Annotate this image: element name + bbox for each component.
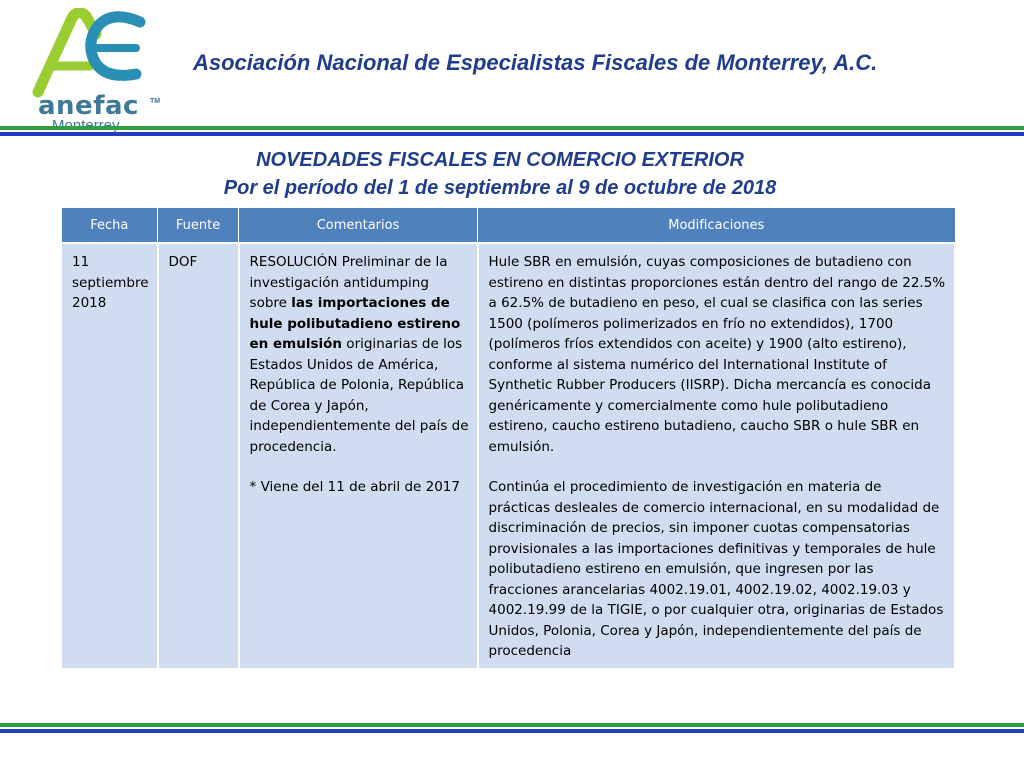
slide-subheading: Por el período del 1 de septiembre al 9 de octubre de 2018 xyxy=(223,177,777,199)
association-title: Asociación Nacional de Especialistas Fiscales de Monterrey, A.C. xyxy=(193,50,878,75)
column-header-modificaciones: Modificaciones xyxy=(478,208,955,244)
table-row xyxy=(61,243,955,669)
cell-comentarios xyxy=(239,243,478,669)
top-blue-rule xyxy=(0,132,1024,136)
fuente-text: DOF xyxy=(168,254,198,270)
comentarios-intro: RESOLUCIÓN Preliminar de la investigación antidumping sobre xyxy=(249,254,448,311)
paragraph-gap xyxy=(250,457,469,477)
cell-fecha xyxy=(61,243,158,669)
fecha-text: 11 septiembre 2018 xyxy=(72,254,149,311)
bottom-blue-rule xyxy=(0,729,1024,733)
cell-fuente xyxy=(158,243,239,669)
logo-wordmark: anefac xyxy=(38,91,139,121)
comentarios-text xyxy=(250,252,469,457)
top-green-rule xyxy=(0,126,1024,130)
slide-heading: NOVEDADES FISCALES EN COMERCIO EXTERIOR xyxy=(256,149,744,171)
cell-modificaciones xyxy=(478,243,955,669)
column-header-fecha: Fecha xyxy=(61,208,158,244)
paragraph-gap xyxy=(489,457,946,477)
comentarios-rest: originarias de los Estados Unidos de América, República de Polonia, República de Corea y Japón, independientemente del país de procedencia. xyxy=(249,336,469,455)
modificaciones-paragraph-1: Hule SBR en emulsión, cuyas composiciones de butadieno con estireno en distintas proporciones están dentro del rango de 22.5% a 62.5% de butadieno en peso, el cual se clasifica con las series 1500 (polímeros polimerizados en frío no extendidos), 1700 (polímeros fríos extendidos con aceite) y 1900 (alto estireno), conforme al sistema numérico del International Institute of Synthetic Rubber Producers (IISRP). Dicha mercancía es conocida genéricamente y comercialmente como hule polibutadieno estireno, caucho estireno butadieno, caucho SBR o hule SBR en emulsión. xyxy=(488,254,946,455)
anefac-ae-mark-icon xyxy=(32,8,152,98)
column-header-comentarios: Comentarios xyxy=(239,208,478,244)
logo-trademark: TM xyxy=(150,98,161,105)
bottom-green-rule xyxy=(0,723,1024,727)
column-header-fuente: Fuente xyxy=(158,208,239,244)
comentarios-note: * Viene del 11 de abril de 2017 xyxy=(249,479,460,495)
comentarios-bold: las importaciones de hule polibutadieno estireno en emulsión xyxy=(249,295,461,352)
anefac-logo xyxy=(28,8,161,128)
news-table xyxy=(60,207,956,670)
modificaciones-paragraph-2: Continúa el procedimiento de investigación en materia de prácticas desleales de comercio internacional, en su modalidad de discriminación de precios, sin imponer cuotas compensatorias provisionales a las importaciones definitivas y temporales de hule polibutadieno estireno en emulsión, que ingresen por las fracciones arancelarias 4002.19.01, 4002.19.02, 4002.19.03 y 4002.19.99 de la TIGIE, o por cualquier otra, originarias de Estados Unidos, Polonia, Corea y Japón, independientemente del país de procedencia xyxy=(488,479,944,659)
table-header-row xyxy=(61,208,955,244)
